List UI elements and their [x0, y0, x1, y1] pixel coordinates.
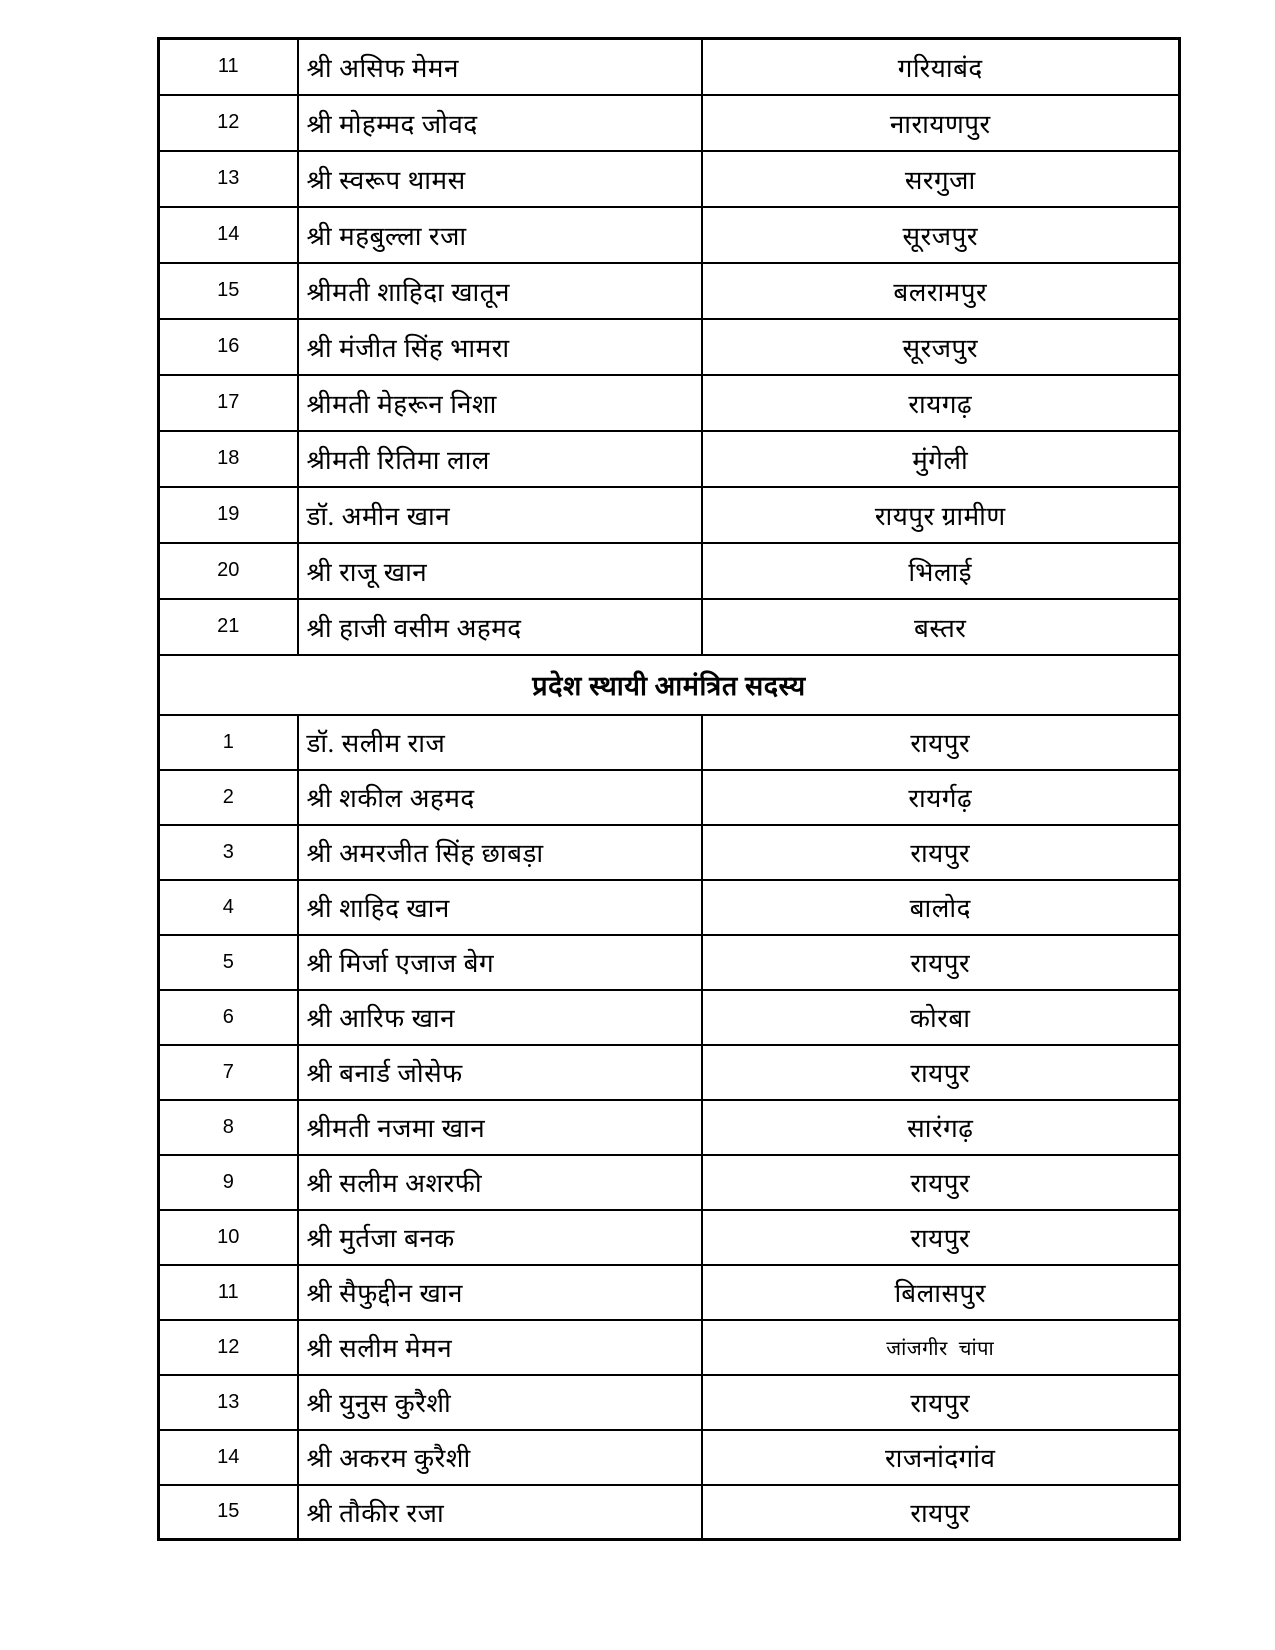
serial-number-cell: 1 [159, 715, 298, 770]
member-name-cell: श्री राजू खान [298, 543, 702, 599]
member-name-cell: श्री शाहिद खान [298, 880, 702, 935]
member-district-cell: मुंगेली [702, 431, 1180, 487]
members-table [157, 37, 1181, 1541]
serial-number-cell: 13 [159, 1375, 298, 1430]
table-row [159, 1265, 1180, 1320]
member-name-cell: श्री सलीम अशरफी [298, 1155, 702, 1210]
table-row [159, 935, 1180, 990]
table-row [159, 375, 1180, 431]
member-district-cell: बलरामपुर [702, 263, 1180, 319]
serial-number-cell: 18 [159, 431, 298, 487]
member-name-cell: श्री मोहम्मद जोवद [298, 95, 702, 151]
member-district-cell: रायपुर [702, 1375, 1180, 1430]
section-header-title: प्रदेश स्थायी आमंत्रित सदस्य [159, 655, 1180, 715]
serial-number-cell: 4 [159, 880, 298, 935]
serial-number-cell: 15 [159, 1485, 298, 1540]
member-district-cell: सरगुजा [702, 151, 1180, 207]
table-row [159, 1210, 1180, 1265]
serial-number-cell: 2 [159, 770, 298, 825]
member-district-cell: रायपुर [702, 1045, 1180, 1100]
member-name-cell: श्री सलीम मेमन [298, 1320, 702, 1375]
serial-number-cell: 12 [159, 1320, 298, 1375]
member-name-cell: श्री मंजीत सिंह भामरा [298, 319, 702, 375]
table-row [159, 1100, 1180, 1155]
member-district-cell: रायपुर [702, 715, 1180, 770]
serial-number-cell: 6 [159, 990, 298, 1045]
table-row [159, 1045, 1180, 1100]
table-row [159, 599, 1180, 655]
member-name-cell: श्री आरिफ खान [298, 990, 702, 1045]
serial-number-cell: 11 [159, 1265, 298, 1320]
member-district-cell: बालोद [702, 880, 1180, 935]
table-row [159, 319, 1180, 375]
serial-number-cell: 13 [159, 151, 298, 207]
member-name-cell: श्री शकील अहमद [298, 770, 702, 825]
member-name-cell: श्री बनार्ड जोसेफ [298, 1045, 702, 1100]
member-district-cell: रायपुर [702, 935, 1180, 990]
table-row [159, 543, 1180, 599]
member-district-cell: जांजगीर चांपा [702, 1320, 1180, 1375]
member-district-cell: बस्तर [702, 599, 1180, 655]
serial-number-cell: 11 [159, 39, 298, 95]
table-row [159, 1320, 1180, 1375]
member-name-cell: श्री मुर्तजा बनक [298, 1210, 702, 1265]
member-district-cell: नारायणपुर [702, 95, 1180, 151]
member-district-cell: रायपुर [702, 825, 1180, 880]
member-name-cell: डॉ. अमीन खान [298, 487, 702, 543]
table-row [159, 715, 1180, 770]
table-row [159, 431, 1180, 487]
serial-number-cell: 7 [159, 1045, 298, 1100]
member-district-cell: रायर्गढ़ [702, 770, 1180, 825]
member-name-cell: श्री मिर्जा एजाज बेग [298, 935, 702, 990]
serial-number-cell: 21 [159, 599, 298, 655]
member-name-cell: डॉ. सलीम राज [298, 715, 702, 770]
member-name-cell: श्री असिफ मेमन [298, 39, 702, 95]
serial-number-cell: 20 [159, 543, 298, 599]
section-header-row [159, 655, 1180, 715]
member-district-cell: राजनांदगांव [702, 1430, 1180, 1485]
serial-number-cell: 16 [159, 319, 298, 375]
serial-number-cell: 12 [159, 95, 298, 151]
member-name-cell: श्रीमती शाहिदा खातून [298, 263, 702, 319]
serial-number-cell: 14 [159, 1430, 298, 1485]
table-row [159, 770, 1180, 825]
serial-number-cell: 19 [159, 487, 298, 543]
table-row [159, 151, 1180, 207]
serial-number-cell: 9 [159, 1155, 298, 1210]
table-row [159, 95, 1180, 151]
member-district-cell: रायपुर [702, 1210, 1180, 1265]
member-name-cell: श्री सैफुद्दीन खान [298, 1265, 702, 1320]
table-row [159, 207, 1180, 263]
member-district-cell: कोरबा [702, 990, 1180, 1045]
member-name-cell: श्री अकरम कुरैशी [298, 1430, 702, 1485]
table-row [159, 825, 1180, 880]
serial-number-cell: 3 [159, 825, 298, 880]
serial-number-cell: 14 [159, 207, 298, 263]
serial-number-cell: 8 [159, 1100, 298, 1155]
table-row [159, 263, 1180, 319]
member-district-cell: गरियाबंद [702, 39, 1180, 95]
table-row [159, 1485, 1180, 1540]
member-name-cell: श्री हाजी वसीम अहमद [298, 599, 702, 655]
member-district-cell: रायगढ़ [702, 375, 1180, 431]
member-district-cell: सारंगढ़ [702, 1100, 1180, 1155]
member-name-cell: श्री तौकीर रजा [298, 1485, 702, 1540]
member-name-cell: श्री महबुल्ला रजा [298, 207, 702, 263]
member-district-cell: सूरजपुर [702, 207, 1180, 263]
member-name-cell: श्री स्वरूप थामस [298, 151, 702, 207]
member-name-cell: श्रीमती मेहरून निशा [298, 375, 702, 431]
table-row [159, 487, 1180, 543]
table-row [159, 1155, 1180, 1210]
table-row [159, 1430, 1180, 1485]
table-row [159, 990, 1180, 1045]
table-row [159, 39, 1180, 95]
serial-number-cell: 15 [159, 263, 298, 319]
member-district-cell: बिलासपुर [702, 1265, 1180, 1320]
member-district-cell: रायपुर [702, 1485, 1180, 1540]
member-name-cell: श्री अमरजीत सिंह छाबड़ा [298, 825, 702, 880]
member-district-cell: सूरजपुर [702, 319, 1180, 375]
member-district-cell: भिलाई [702, 543, 1180, 599]
table-row [159, 880, 1180, 935]
member-name-cell: श्री युनुस कुरैशी [298, 1375, 702, 1430]
serial-number-cell: 17 [159, 375, 298, 431]
members-table-body [159, 39, 1180, 1540]
member-name-cell: श्रीमती नजमा खान [298, 1100, 702, 1155]
member-name-cell: श्रीमती रितिमा लाल [298, 431, 702, 487]
serial-number-cell: 5 [159, 935, 298, 990]
member-district-cell: रायपुर [702, 1155, 1180, 1210]
member-district-cell: रायपुर ग्रामीण [702, 487, 1180, 543]
table-row [159, 1375, 1180, 1430]
serial-number-cell: 10 [159, 1210, 298, 1265]
